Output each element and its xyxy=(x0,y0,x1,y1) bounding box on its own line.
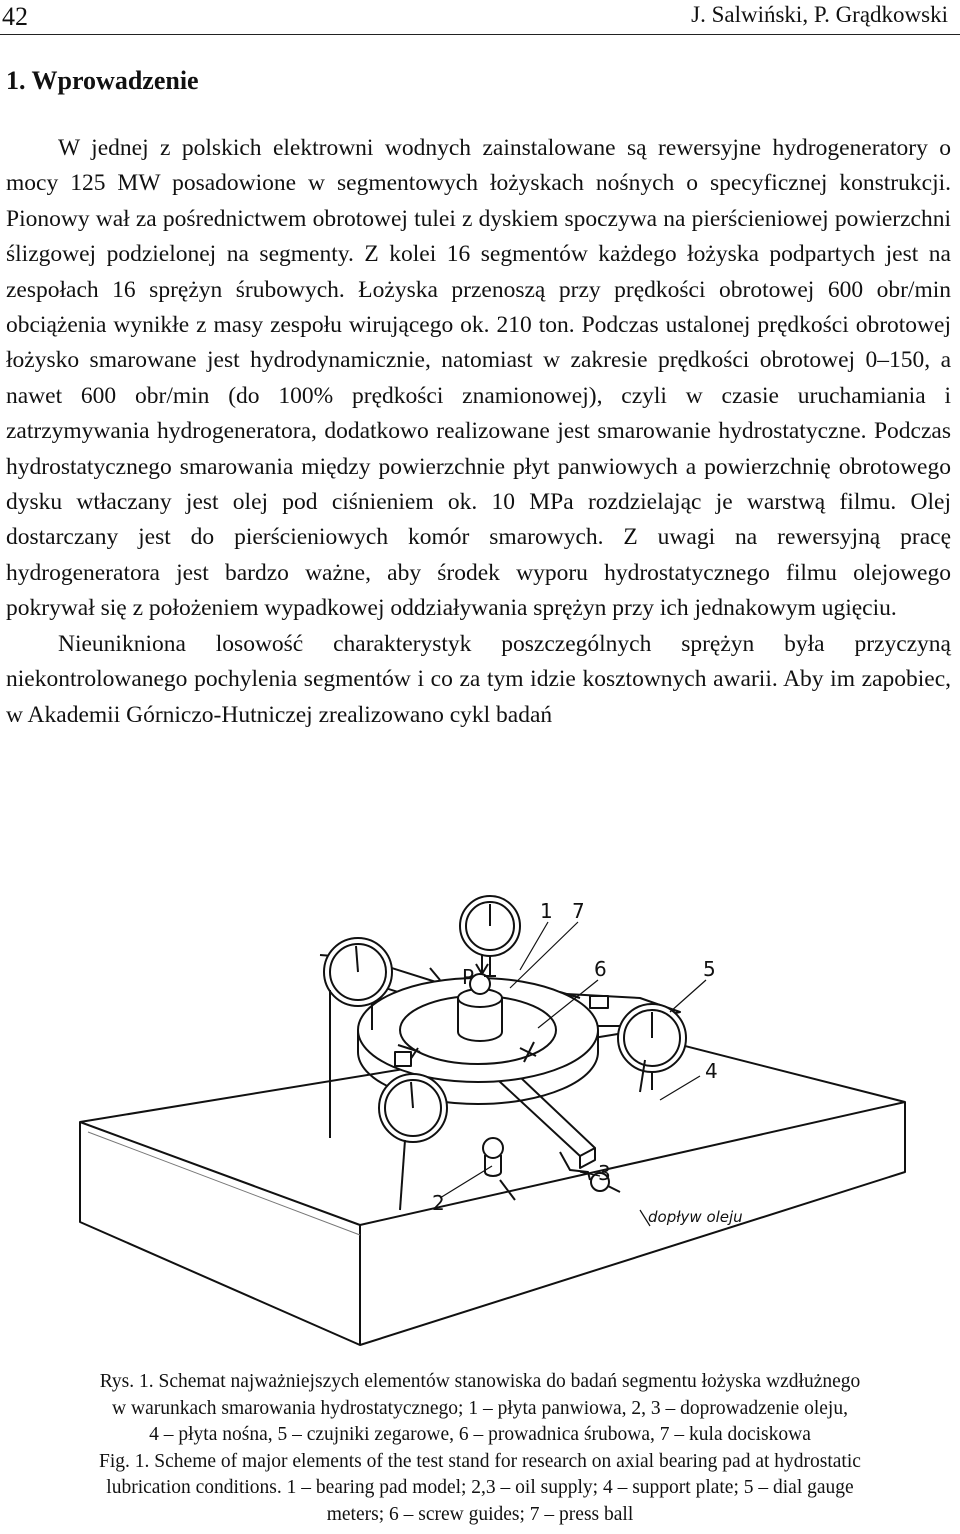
figure-label-p: P xyxy=(462,965,475,989)
page-number: 42 xyxy=(2,2,28,31)
figure-label-6: 6 xyxy=(594,957,607,981)
figure-label-7: 7 xyxy=(572,899,585,923)
figure-label-1: 1 xyxy=(540,899,553,923)
section-title: 1. Wprowadzenie xyxy=(6,66,199,95)
figure-label-3: 3 xyxy=(598,1161,611,1185)
figure-label-2: 2 xyxy=(432,1191,445,1215)
dial-gauge xyxy=(460,896,520,976)
page-header xyxy=(0,0,960,36)
figure-label-oil-supply: dopływ oleju xyxy=(648,1208,743,1226)
running-head-authors: J. Salwiński, P. Grądkowski xyxy=(691,2,948,27)
caption-line-pl: Rys. 1. Schemat najważniejszych elementów stanowiska do badań segmentu łożyska wzdłużnego xyxy=(99,1371,861,1392)
body-text xyxy=(6,131,951,733)
figure-caption xyxy=(0,1369,960,1528)
header-rule xyxy=(0,34,960,35)
caption-line-en: Fig. 1. Scheme of major elements of the test stand for research on axial bearing pad at hydrostatic xyxy=(99,1450,861,1472)
caption-line-pl: 4 – płyta nośna, 5 – czujniki zegarowe, 6 – prowadnica śrubowa, 7 – kula dociskowa xyxy=(149,1424,811,1445)
caption-line-en: lubrication conditions. 1 – bearing pad model; 2,3 – oil supply; 4 – support plate; 5 – dial gauge xyxy=(106,1477,854,1498)
figure-drawing xyxy=(0,880,960,1360)
figure-test-stand xyxy=(0,880,960,1360)
paragraph: W jednej z polskich elektrowni wodnych zainstalowane są rewersyjne hydrogeneratory o mocy 125 MW posadowione w segmentowych łożyskach nośnych o specyficznej konstrukcji. Pionowy wał za pośrednictwem obrotowej tulei z dyskiem spoczywa na pierścieniowej powierzchni ślizgowej podzielonej na segmenty. Z kolei 16 segmentów każdego łożyska podpartych jest na zespołach 16 sprężyn śrubowych. Łożyska przenoszą przy prędkości obrotowej 600 obr/min obciążenia wynikłe z masy zespołu wirującego ok. 210 ton. Podczas ustalonej prędkości obrotowej łożysko smarowane jest hydrodynamicznie, natomiast w zakresie prędkości obrotowej 0–150, a nawet 600 obr/min (do 100% prędkości znamionowej), czyli w czasie uruchamiania i zatrzymywania hydrogeneratora, dodatkowo realizowane jest smarowanie hydrostatyczne. Podczas hydrostatycznego smarowania między powierzchnie płyt panwiowych a powierzchnię obrotowego dysku wtłaczany jest olej pod ciśnieniem ok. 10 MPa rozdzielając je warstwą filmu. Olej dostarczany jest do pierścieniowych komór smarowych. Z uwagi na rewersyjną pracę hydrogeneratora jest bardzo ważne, aby środek wyporu hydrostatycznego filmu olejowego pokrywał się z położeniem wypadkowej oddziaływania sprężyn przy ich jednakowym ugięciu. xyxy=(6,135,951,622)
caption-line-en: meters; 6 – screw guides; 7 – press ball xyxy=(326,1503,634,1525)
paragraph: Nieunikniona losowość charakterystyk poszczególnych sprężyn była przyczyną niekontrolowanego pochylenia segmentów i co za tym idzie kosztownych awarii. Aby im zapobiec, w Akademii Górniczo-Hutniczej zrealizowano cykl badań xyxy=(6,630,951,728)
caption-line-pl: w warunkach smarowania hydrostatycznego; 1 – płyta panwiowa, 2, 3 – doprowadzenie oleju, xyxy=(112,1397,848,1419)
figure-label-5: 5 xyxy=(703,957,716,981)
figure-label-4: 4 xyxy=(705,1059,718,1083)
